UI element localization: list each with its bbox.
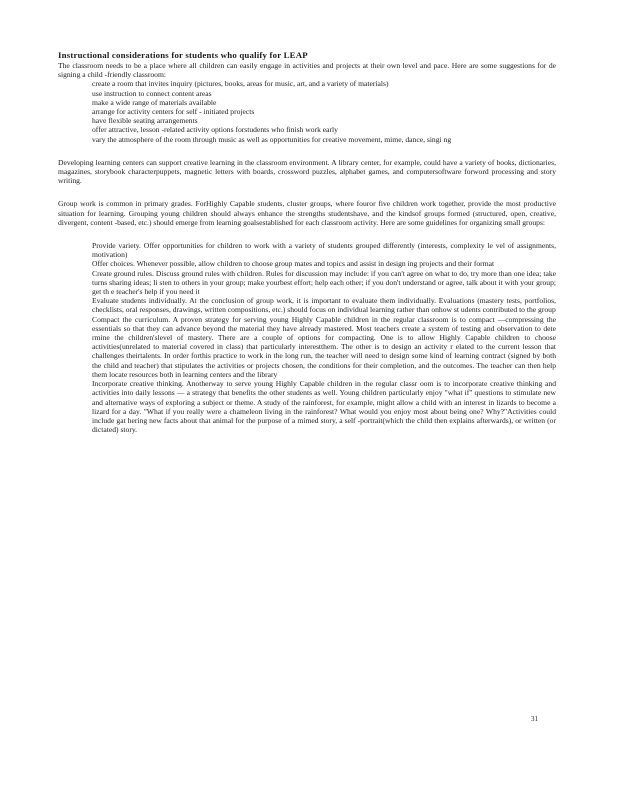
list-item: [58, 379, 556, 434]
list-item: [58, 135, 556, 144]
list-item: [58, 79, 556, 88]
list-item-text: Evaluate students individually. At the conclusion of group work, it is important to evaluate them individually. Evaluations (mastery tests, portfolios, checklists, oral responses, drawings, written compositions, etc.) should focus on individual learning rather than onhow st udents contributed to the group: [92, 296, 556, 315]
spacer: [58, 144, 556, 158]
list-item-text: have flexible seating arrangements: [92, 116, 198, 126]
list-item-text: Create ground rules. Discuss ground rules with children. Rules for discussion may include: if you can't agree on what to do, try more than one idea; take turns sharing ideas; li sten to others in your group; make yourbest effort; help each other; if you don't understand or agree, talk about it with your group; get th e teacher's help if you need it: [92, 268, 556, 297]
list-item: [58, 98, 556, 107]
list-item: [58, 107, 556, 116]
list-item: [58, 116, 556, 125]
list-item-text: Offer choices. Whenever possible, allow children to choose group mates and topics and assist in design ing projects and their format: [92, 259, 495, 269]
list-item: [58, 241, 556, 259]
list-item-text: vary the atmosphere of the room through music as well as opportunities for creative movement, mime, dance, singi ng: [92, 134, 452, 144]
list-item: [58, 269, 556, 297]
list-item-text: Compact the curriculum. A proven strategy for serving young Highly Capable children in the regular classroom is to compact —compressing the essentials so that they can advance beyond the material they have already mastered. Most teachers create a system of testing and observation to dete rmine the children'slevel of mastery. There are a couple of options for compacting. One is to allow Highly Capable children to choose activities(unrelated to material covered in class) that particularly interestthem. The other is to design an activity r elated to the current lesson that challenges theirtalents. In order forthis practice to work in the long run, the teacher will need to design some kind of learning contract (signed by both the child and teacher) that stipulates the activities or projects chosen, the conditions for their completion, and the outcomes. The teacher can then help them locate resources both in learning centers and the library: [92, 314, 556, 379]
list-item: [58, 89, 556, 98]
classroom-suggestions-list: [58, 79, 556, 143]
spacer: [58, 185, 556, 199]
list-item-text: Incorporate creative thinking. Anotherway to serve young Highly Capable children in the regular classr oom is to incorporate creative thinking and activities into daily lessons — a strategy that benefits the other students as well. Young children particularly enjoy "what if" questions to stimulate new and alternative ways of exploring a subject or theme. A study of the rainforest, for example, might allow a child with an interest in lizards to become a lizard for a day. "What if you really were a chameleon living in the rainforest? What would you enjoy most about being one? Why?"Activities could include gat hering new facts about that animal for the purpose of a mimed story, a self -portrait(which the child then explains afterwards), or written (or dictated) story.: [92, 379, 556, 435]
intro-paragraph: The classroom needs to be a place where all children can easily engage in activities and projects at their own level and pace. Here are some suggestions for de signing a child -friendly classroom:: [58, 61, 556, 80]
list-item-text: use instruction to connect content areas: [92, 88, 212, 98]
list-item-text: offer attractive, lesson -related activity options forstudents who finish work early: [92, 125, 338, 135]
list-item-text: arrange for activity centers for self - initiated projects: [92, 107, 255, 117]
section-heading: Instructional considerations for students who qualify for LEAP: [58, 50, 308, 60]
list-item: [58, 315, 556, 379]
list-item-text: Provide variety. Offer opportunities for children to work with a variety of students grouped differently (interests, complexity le vel of assignments, motivation): [92, 241, 556, 260]
list-item: [58, 125, 556, 134]
page-number: 31: [531, 715, 538, 723]
list-item: [58, 296, 556, 314]
spacer: [58, 227, 556, 241]
learning-centers-paragraph: Developing learning centers can support creative learning in the classroom environment. A library center, for example, could have a variety of books, dictionaries, magazines, storybook characterpuppets, magnetic letters with boards, crossword puzzles, alphabet games, and computersoftware forword processing and story writing.: [58, 157, 556, 186]
group-work-paragraph: Group work is common in primary grades. ForHighly Capable students, cluster groups, where fouror five children work together, provide the most productive situation for learning. Grouping young children should always enhance the strengths studentshave, and the kindsof groups formed (structured, open, creative, divergent, content -based, etc.) should emerge from learning goalsestablished for each classroom activity. Here are some guidelines for organizing small groups:: [58, 199, 556, 227]
group-guidelines-list: [58, 241, 556, 434]
list-item-text: create a room that invites inquiry (pictures, books, areas for music, art, and a variety of materials): [92, 79, 389, 89]
page-content: [58, 50, 556, 434]
list-item-text: make a wide range of materials available: [92, 97, 217, 107]
list-item: [58, 259, 556, 268]
